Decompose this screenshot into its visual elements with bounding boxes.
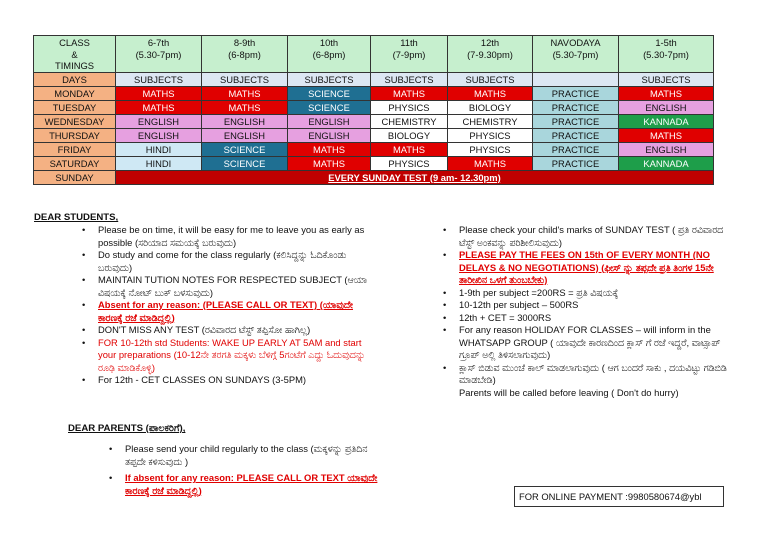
header-class-col: 12th (7-9.30pm) bbox=[448, 36, 533, 73]
subject-cell: ENGLISH bbox=[619, 142, 714, 156]
subject-cell: ENGLISH bbox=[116, 114, 202, 128]
header-class-col: 10th (6-8pm) bbox=[288, 36, 371, 73]
student-note-text: Please be on time, it will be easy for me to leave you as early as possible (ಸರಿಯಾದ ಸಮಯಕ್ಕೆ ಬರುವುದು) bbox=[98, 224, 365, 248]
subject-cell: ENGLISH bbox=[619, 100, 714, 114]
subject-cell: PHYSICS bbox=[448, 128, 533, 142]
timetable bbox=[33, 35, 714, 185]
fee-note-item bbox=[443, 249, 733, 287]
subject-cell: SUBJECTS bbox=[448, 72, 533, 86]
fee-note-item bbox=[443, 287, 733, 300]
timetable-row bbox=[34, 114, 714, 128]
fee-note-text: 10-12th per subject – 500RS bbox=[459, 299, 579, 310]
subject-cell: MATHS bbox=[371, 142, 448, 156]
fee-note-item bbox=[443, 299, 733, 312]
header-class-timings: CLASS & TIMINGS bbox=[34, 36, 116, 73]
bullet-icon: • bbox=[82, 274, 86, 285]
subject-cell: PRACTICE bbox=[533, 156, 619, 170]
timetable-row bbox=[34, 100, 714, 114]
subject-cell: MATHS bbox=[448, 156, 533, 170]
day-cell: DAYS bbox=[34, 72, 116, 86]
subject-cell: ENGLISH bbox=[116, 128, 202, 142]
students-list bbox=[82, 224, 372, 387]
student-note-item bbox=[82, 374, 372, 387]
subject-cell: SUBJECTS bbox=[116, 72, 202, 86]
subject-cell: ENGLISH bbox=[288, 128, 371, 142]
header-class-col: 8-9th (6-8pm) bbox=[202, 36, 288, 73]
subject-cell: PRACTICE bbox=[533, 100, 619, 114]
student-note-item bbox=[82, 324, 372, 337]
subject-cell: MATHS bbox=[619, 128, 714, 142]
subject-cell: CHEMISTRY bbox=[448, 114, 533, 128]
subject-cell: CHEMISTRY bbox=[371, 114, 448, 128]
subject-cell: PHYSICS bbox=[448, 142, 533, 156]
right-notes-list bbox=[443, 224, 733, 387]
bullet-icon: • bbox=[82, 336, 86, 348]
subject-cell: PRACTICE bbox=[533, 142, 619, 156]
student-note-text: For 12th - CET CLASSES ON SUNDAYS (3-5PM) bbox=[98, 374, 307, 385]
fee-note-item bbox=[443, 312, 733, 325]
timetable-row bbox=[34, 72, 714, 86]
subject-cell: PRACTICE bbox=[533, 86, 619, 100]
subject-cell: SUBJECTS bbox=[371, 72, 448, 86]
parents-call-note: Parents will be called before leaving ( Don't do hurry) bbox=[459, 386, 679, 398]
parent-note-item bbox=[109, 443, 379, 468]
fee-note-text: Please check your child's marks of SUNDAY TEST ( ಪ್ರತಿ ರವಿವಾರದ ಟೆಸ್ಟ್ ಅಂಕವನ್ನು ಪರಿಶೀಲಿಸುವುದು) bbox=[459, 224, 724, 248]
sunday-test-cell: EVERY SUNDAY TEST (9 am- 12.30pm) bbox=[116, 170, 714, 184]
subject-cell: MATHS bbox=[448, 86, 533, 100]
parents-list-container bbox=[109, 443, 379, 497]
day-cell: FRIDAY bbox=[34, 142, 116, 156]
subject-cell: SUBJECTS bbox=[202, 72, 288, 86]
fee-note-text: 1-9th per subject =200RS = ಪ್ರತಿ ವಿಷಯಕ್ಕೆ bbox=[459, 286, 619, 298]
bullet-icon: • bbox=[443, 361, 447, 373]
subject-cell: KANNADA bbox=[619, 114, 714, 128]
bullet-icon: • bbox=[443, 311, 447, 323]
right-notes-container bbox=[443, 224, 733, 399]
student-note-item bbox=[82, 249, 372, 274]
timetable-header-row bbox=[34, 36, 714, 73]
subject-cell: SCIENCE bbox=[288, 100, 371, 114]
day-cell: MONDAY bbox=[34, 86, 116, 100]
subject-cell: HINDI bbox=[116, 142, 202, 156]
header-class-col: 6-7th (5.30-7pm) bbox=[116, 36, 202, 73]
subject-cell: ENGLISH bbox=[202, 128, 288, 142]
bullet-icon: • bbox=[82, 324, 86, 335]
student-note-text: Absent for any reason: (PLEASE CALL OR TEXT) (ಯಾವುದೇ ಕಾರಣಕ್ಕೆ ರಜೆ ಮಾಡಿದ್ದಲ್ಲಿ) bbox=[98, 299, 353, 323]
subject-cell: PRACTICE bbox=[533, 128, 619, 142]
subject-cell: SCIENCE bbox=[202, 156, 288, 170]
bullet-icon: • bbox=[443, 299, 447, 310]
parents-list bbox=[109, 443, 379, 497]
parent-note-item bbox=[109, 472, 379, 497]
header-class-col: 1-5th (5.30-7pm) bbox=[619, 36, 714, 73]
subject-cell bbox=[533, 72, 619, 86]
header-class-col: NAVODAYA (5.30-7pm) bbox=[533, 36, 619, 73]
subject-cell: MATHS bbox=[116, 100, 202, 114]
fee-note-item bbox=[443, 362, 733, 387]
subject-cell: MATHS bbox=[202, 100, 288, 114]
subject-cell: MATHS bbox=[288, 156, 371, 170]
bullet-icon: • bbox=[443, 249, 447, 260]
subject-cell: MATHS bbox=[202, 86, 288, 100]
student-note-text: Do study and come for the class regularly (ಕಲಿಸಿದ್ದನ್ನು ಓದಿಕೊಂಡು ಬರುವುದು) bbox=[98, 249, 347, 273]
student-note-item bbox=[82, 274, 372, 299]
day-cell: SUNDAY bbox=[34, 170, 116, 184]
subject-cell: KANNADA bbox=[619, 156, 714, 170]
fee-note-item bbox=[443, 224, 733, 249]
day-cell: SATURDAY bbox=[34, 156, 116, 170]
subject-cell: BIOLOGY bbox=[371, 128, 448, 142]
bullet-icon: • bbox=[82, 299, 86, 310]
bullet-icon: • bbox=[82, 374, 86, 385]
day-cell: THURSDAY bbox=[34, 128, 116, 142]
subject-cell: SCIENCE bbox=[288, 86, 371, 100]
subject-cell: MATHS bbox=[116, 86, 202, 100]
subject-cell: MATHS bbox=[619, 86, 714, 100]
subject-cell: SUBJECTS bbox=[288, 72, 371, 86]
student-note-item bbox=[82, 224, 372, 249]
subject-cell: MATHS bbox=[371, 86, 448, 100]
subject-cell: SCIENCE bbox=[202, 142, 288, 156]
subject-cell: PHYSICS bbox=[371, 100, 448, 114]
bullet-icon: • bbox=[109, 443, 113, 454]
bullet-icon: • bbox=[82, 224, 86, 235]
subject-cell: PHYSICS bbox=[371, 156, 448, 170]
subject-cell: ENGLISH bbox=[202, 114, 288, 128]
student-note-text: MAINTAIN TUTION NOTES FOR RESPECTED SUBJECT (ಆಯಾ ವಿಷಯಕ್ಕೆ ನೋಟ್ ಬುಕ್ ಬಳಸುವುದು) bbox=[98, 274, 368, 298]
fee-note-item bbox=[443, 324, 733, 362]
parents-title: DEAR PARENTS (ಪಾಲಕರಿಗೆ), bbox=[68, 423, 186, 434]
parent-note-text: Please send your child regularly to the class (ಮಕ್ಕಳನ್ನು ಪ್ರತಿದಿನ ತಪ್ಪದೇ ಕಳಿಸುವುದು ) bbox=[125, 443, 368, 467]
student-note-item bbox=[82, 337, 372, 375]
timetable-row bbox=[34, 156, 714, 170]
subject-cell: SUBJECTS bbox=[619, 72, 714, 86]
bullet-icon: • bbox=[443, 286, 447, 298]
day-cell: TUESDAY bbox=[34, 100, 116, 114]
subject-cell: HINDI bbox=[116, 156, 202, 170]
subject-cell: ENGLISH bbox=[288, 114, 371, 128]
subject-cell: MATHS bbox=[288, 142, 371, 156]
subject-cell: PRACTICE bbox=[533, 114, 619, 128]
bullet-icon: • bbox=[109, 472, 113, 483]
fee-note-text: 12th + CET = 3000RS bbox=[459, 311, 552, 323]
timetable-row bbox=[34, 142, 714, 156]
fee-note-text: PLEASE PAY THE FEES ON 15th OF EVERY MONTH (NO DELAYS & NO NEGOTIATIONS) (ಫೀಸ್ ನ್ನು ತಪ್ಪದೇ ಪ್ರತಿ ತಿಂಗಳ 15ನೇ ತಾರೀಖಿನ ಒಳಗೆ ತುಂಬಬೇಕು) bbox=[459, 249, 714, 285]
bullet-icon: • bbox=[82, 249, 86, 260]
header-class-col: 11th (7-9pm) bbox=[371, 36, 448, 73]
bullet-icon: • bbox=[443, 324, 447, 335]
parent-note-text: If absent for any reason: PLEASE CALL OR TEXT ಯಾವುದೇ ಕಾರಣಕ್ಕೆ ರಜೆ ಮಾಡಿದ್ದಲ್ಲಿ) bbox=[125, 472, 378, 496]
fee-note-text: For any reason HOLIDAY FOR CLASSES – will inform in the WHATSAPP GROUP ( ಯಾವುದೇ ಕಾರಣದಿಂದ ಕ್ಲಾಸ್ ಗೆ ರಜೆ ಇದ್ದರೆ, ವಾಟ್ಸಾಪ್ ಗ್ರೂಪ್ ಅಲ್ಲಿ ತಿಳಿಸಲಾಗುವುದು) bbox=[459, 324, 721, 360]
timetable-row bbox=[34, 128, 714, 142]
online-payment-box: FOR ONLINE PAYMENT :9980580674@ybl bbox=[514, 486, 724, 507]
student-note-item bbox=[82, 299, 372, 324]
students-title: DEAR STUDENTS, bbox=[34, 212, 119, 223]
student-note-text: DON'T MISS ANY TEST (ರವಿವಾರದ ಟೆಸ್ಟ್ ತಪ್ಪಿಸೋ ಹಾಗಿಲ್ಲ) bbox=[98, 324, 311, 335]
students-list-container bbox=[82, 224, 372, 387]
timetable-row bbox=[34, 86, 714, 100]
day-cell: WEDNESDAY bbox=[34, 114, 116, 128]
subject-cell: BIOLOGY bbox=[448, 100, 533, 114]
bullet-icon: • bbox=[443, 224, 447, 235]
fee-note-text: ಕ್ಲಾಸ್ ಬಿಡುವ ಮುಂಚೆ ಕಾಲ್ ಮಾಡಲಾಗುವುದು ( ಆಗ ಬಂದರೆ ಸಾಕು , ದಯವಿಟ್ಟು ಗಡಿಬಿಡಿ ಮಾಡಬೇಡಿ) bbox=[459, 361, 727, 385]
student-note-text: FOR 10-12th std Students: WAKE UP EARLY AT 5AM and start your preparations (10-12ನೇ ತರಗತಿ ಮಕ್ಕಳು ಬೆಳಿಗ್ಗೆ 5ಗಂಟೆಗೆ ಎದ್ದು ಓದುವುದನ್ನು ರೂಢಿ ಮಾಡಿಕೊಳ್ಳಿ) bbox=[98, 336, 366, 373]
timetable-row-sunday bbox=[34, 170, 714, 184]
